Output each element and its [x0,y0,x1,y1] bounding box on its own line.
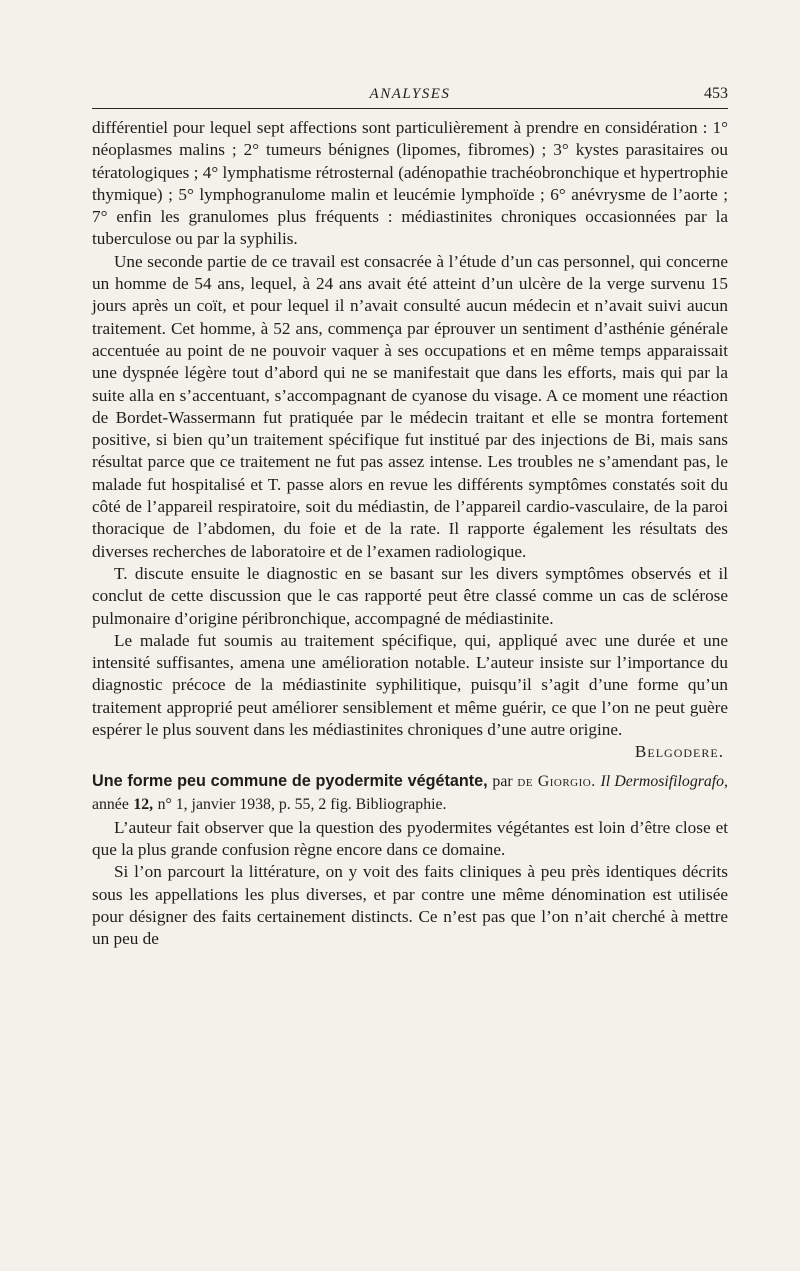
running-title: ANALYSES [369,86,451,102]
article-body [92,117,728,950]
paragraph-2: Une seconde partie de ce travail est consacrée à l’étude d’un cas personnel, qui concerne un homme de 54 ans, lequel, à 24 ans avait été atteint d’un ulcère de la verge survenu 15 jours après un coït, et pour lequel il n’avait consulté aucun médecin et n’avait suivi aucun traitement. Cet homme, à 52 ans, commença par éprouver un sentiment d’asthénie générale accentuée au point de ne pouvoir vaquer à ses occupations et en même temps apparaissait une dyspnée légère tout d’abord qui ne se manifestait que dans les efforts, mais qui par la suite alla en s’accentuant, s’accompagnant de cyanose du visage. A ce moment une réaction de Bordet-Wassermann fut pratiquée par le médecin traitant et elle se montra fortement positive, si bien qu’un traitement spécifique fut institué par des injections de Bi, mais sans résultat parce que ce traitement ne fut pas assez intense. Les troubles ne s’amendant pas, le malade fut hospitalisé et T. passe alors en revue les différents symptômes constatés soit du côté de l’appareil respiratoire, soit du médiastin, de l’appareil cardio-vasculaire, de la paroi thoracique de l’abdomen, du foie et de la rate. Il rapporte également les résultats des diverses recherches de laboratoire et de l’examen radiologique. [92,251,728,561]
article-issue: n° 1, janvier 1938, p. 55, 2 fig. Bibliographie. [157,796,447,814]
paragraph-4 [92,630,728,762]
article-year: 12, [133,796,154,814]
paragraph-6: Si l’on parcourt la littérature, on y voit des faits cliniques à peu près identiques décrits sous les appellations les plus diverses, et par contre une même dénomination est utilisée pour désigner des faits certainement distincts. Ce n’est pas que l’on n’ait cherché à mettre un peu de [92,862,728,949]
article-journal: Il Dermosifilografo, [600,772,728,790]
article-year-label: année [92,796,129,814]
article-author: Giorgio. [537,772,596,790]
article-heading [92,770,728,817]
page-number: 453 [704,85,728,102]
article-author-prefix: de [517,772,534,790]
paragraph-4-text: Le malade fut soumis au traitement spécifique, qui, appliqué avec une durée et une intensité suffisantes, amena une amélioration notable. L’auteur insiste sur l’importance du diagnostic précoce de la médiastinite syphilitique, puisqu’il s’agit d’une forme qu’un traitement approprié peut améliorer sensiblement et même guérir, ce que l’on ne peut guère espérer le plus souvent dans les médiastinites chroniques d’une autre origine. [92,630,728,740]
page-header [92,84,728,109]
reviewer-signature: Belgodere. [634,742,724,762]
paragraph-3: T. discute ensuite le diagnostic en se basant sur les divers symptômes observés et il conclut de cette discussion que le cas rapporté peut être classé comme un cas de sclérose pulmonaire d’origine péribronchique, accompagné de médiastinite. [92,563,728,628]
page [92,84,728,950]
article-by: par [492,772,513,790]
paragraph-5: L’auteur fait observer que la question des pyodermites végétantes est loin d’être close et que la plus grande confusion règne encore dans ce domaine. [92,817,728,859]
article-title: Une forme peu commune de pyodermite végétante, [92,771,488,790]
paragraph-1: différentiel pour lequel sept affections sont particulièrement à prendre en considération : 1° néoplasmes malins ; 2° tumeurs bénignes (lipomes, fibromes) ; 3° kystes parasitaires ou tératologiques ; 4° lymphatisme rétrosternal (adénopathie trachéobronchique et hypertrophie thymique) ; 5° lymphogranulome malin et leucémie lymphoïde ; 6° anévrysme de l’aorte ; 7° enfin les granulomes plus fréquents : médiastinites chroniques occasionnées par la tuberculose ou par la syphilis. [92,118,728,249]
